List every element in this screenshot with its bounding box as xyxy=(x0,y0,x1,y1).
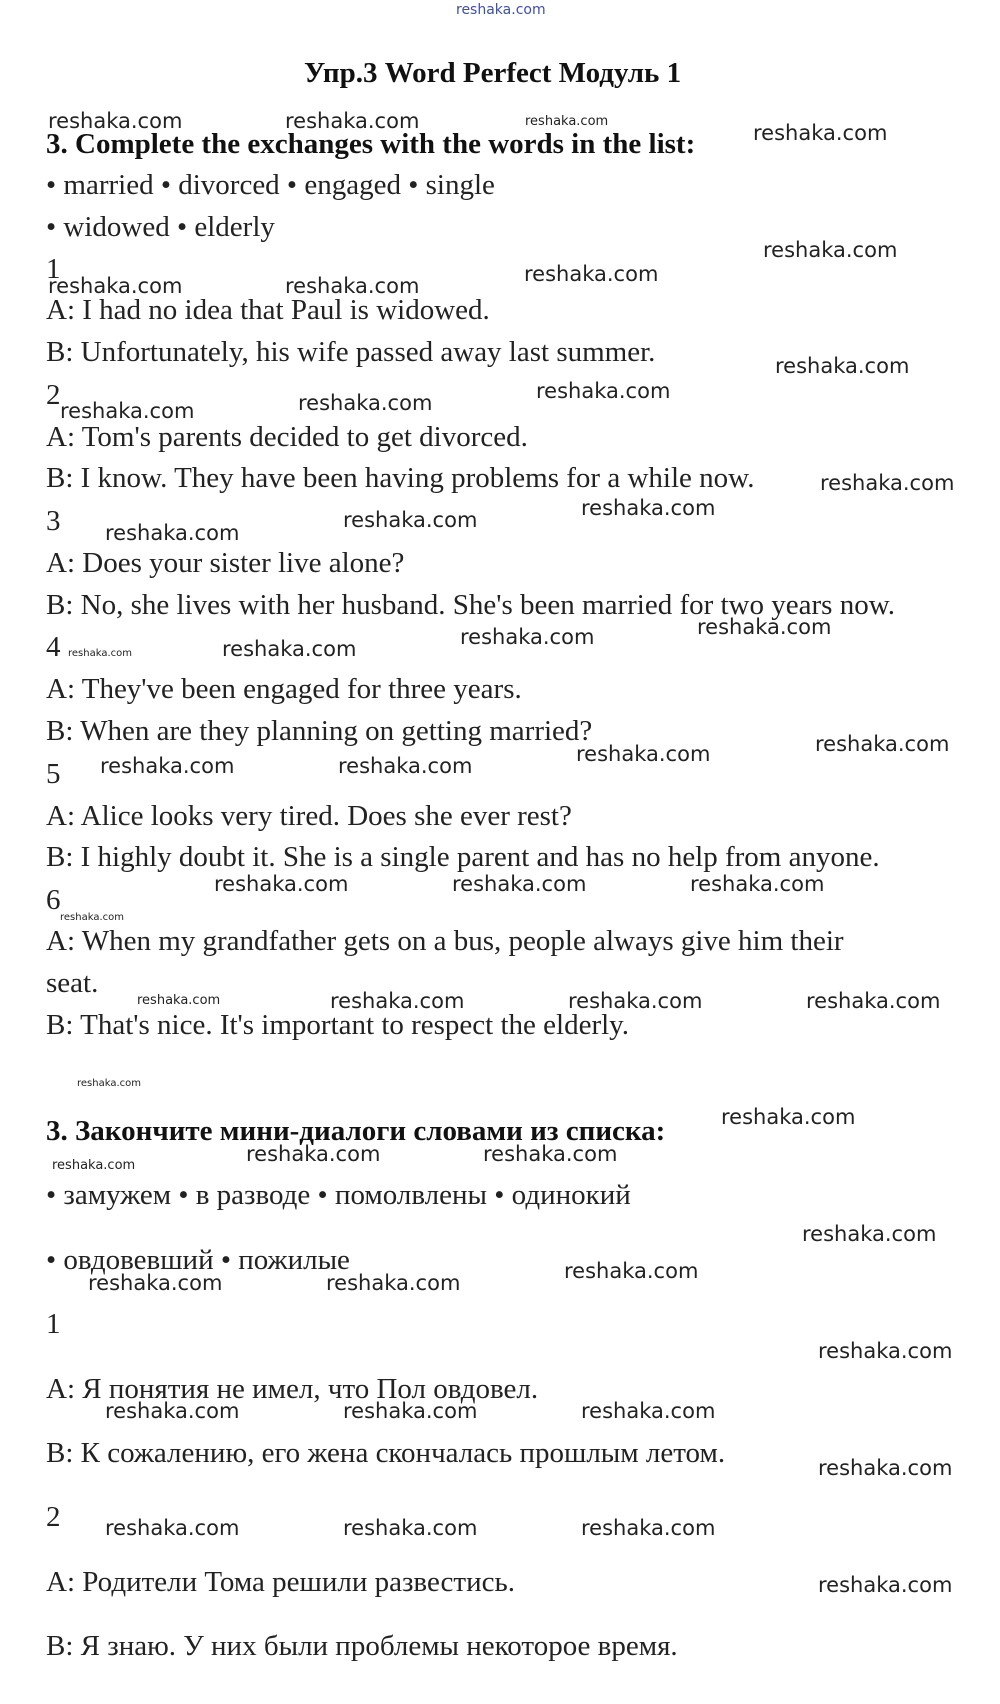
exchange-number: 4 xyxy=(46,631,61,663)
dialogue-line: A: I had no idea that Paul is widowed. xyxy=(46,294,490,326)
dialogue-line: В: Я знаю. У них были проблемы некоторое время. xyxy=(46,1630,678,1662)
watermark: reshaka.com xyxy=(581,1399,716,1423)
exchange-number: 1 xyxy=(46,1308,61,1340)
watermark: reshaka.com xyxy=(48,274,183,298)
watermark: reshaka.com xyxy=(456,2,546,18)
dialogue-line: A: Does your sister live alone? xyxy=(46,547,405,579)
watermark: reshaka.com xyxy=(246,1142,381,1166)
watermark: reshaka.com xyxy=(60,912,124,923)
watermark: reshaka.com xyxy=(568,989,703,1013)
watermark: reshaka.com xyxy=(343,1399,478,1423)
watermark: reshaka.com xyxy=(721,1105,856,1129)
exchange-number: 3 xyxy=(46,505,61,537)
dialogue-line: seat. xyxy=(46,967,99,999)
watermark: reshaka.com xyxy=(452,872,587,896)
dialogue-line: B: No, she lives with her husband. She's been married for two years now. xyxy=(46,589,896,621)
watermark: reshaka.com xyxy=(460,625,595,649)
dialogue-line: B: When are they planning on getting married? xyxy=(46,715,593,747)
watermark: reshaka.com xyxy=(536,379,671,403)
watermark: reshaka.com xyxy=(330,989,465,1013)
watermark: reshaka.com xyxy=(753,121,888,145)
watermark: reshaka.com xyxy=(338,754,473,778)
watermark: reshaka.com xyxy=(298,391,433,415)
watermark: reshaka.com xyxy=(576,742,711,766)
watermark: reshaka.com xyxy=(105,1516,240,1540)
watermark: reshaka.com xyxy=(525,114,609,129)
watermark: reshaka.com xyxy=(343,508,478,532)
dialogue-line: B: I know. They have been having problems for a while now. xyxy=(46,462,755,494)
watermark: reshaka.com xyxy=(806,989,941,1013)
exchange-number: 6 xyxy=(46,884,61,916)
watermark: reshaka.com xyxy=(52,1158,136,1173)
word-list-line: • widowed • elderly xyxy=(46,211,275,243)
watermark: reshaka.com xyxy=(285,109,420,133)
exchange-number: 5 xyxy=(46,758,61,790)
watermark: reshaka.com xyxy=(818,1339,953,1363)
watermark: reshaka.com xyxy=(697,615,832,639)
watermark: reshaka.com xyxy=(137,993,221,1008)
dialogue-line: A: They've been engaged for three years. xyxy=(46,673,522,705)
watermark: reshaka.com xyxy=(214,872,349,896)
watermark: reshaka.com xyxy=(100,754,235,778)
dialogue-line: А: Родители Тома решили развестись. xyxy=(46,1566,515,1598)
watermark: reshaka.com xyxy=(77,1078,141,1089)
word-list-line: • овдовевший • пожилые xyxy=(46,1244,350,1276)
watermark: reshaka.com xyxy=(564,1259,699,1283)
exchange-number: 2 xyxy=(46,1501,61,1533)
dialogue-line: B: Unfortunately, his wife passed away last summer. xyxy=(46,336,656,368)
watermark: reshaka.com xyxy=(581,496,716,520)
watermark: reshaka.com xyxy=(88,1271,223,1295)
watermark: reshaka.com xyxy=(326,1271,461,1295)
watermark: reshaka.com xyxy=(818,1573,953,1597)
dialogue-line: A: Alice looks very tired. Does she ever rest? xyxy=(46,800,572,832)
exchange-number: 1 xyxy=(46,253,61,285)
watermark: reshaka.com xyxy=(285,274,420,298)
watermark: reshaka.com xyxy=(60,399,195,423)
watermark: reshaka.com xyxy=(524,262,659,286)
watermark: reshaka.com xyxy=(690,872,825,896)
watermark: reshaka.com xyxy=(48,109,183,133)
watermark: reshaka.com xyxy=(105,1399,240,1423)
watermark: reshaka.com xyxy=(815,732,950,756)
watermark: reshaka.com xyxy=(105,521,240,545)
dialogue-line: B: I highly doubt it. She is a single parent and has no help from anyone. xyxy=(46,841,880,873)
watermark: reshaka.com xyxy=(343,1516,478,1540)
word-list-line: • замужем • в разводе • помолвлены • одинокий xyxy=(46,1179,631,1211)
watermark: reshaka.com xyxy=(483,1142,618,1166)
dialogue-line: A: Tom's parents decided to get divorced. xyxy=(46,421,528,453)
watermark: reshaka.com xyxy=(68,648,132,659)
watermark: reshaka.com xyxy=(581,1516,716,1540)
dialogue-line: B: That's nice. It's important to respect the elderly. xyxy=(46,1009,630,1041)
watermark: reshaka.com xyxy=(802,1222,937,1246)
word-list-line: • married • divorced • engaged • single xyxy=(46,169,495,201)
section-heading-english: 3. Complete the exchanges with the words in the list: xyxy=(46,128,696,160)
dialogue-line: A: When my grandfather gets on a bus, people always give him their xyxy=(46,925,844,957)
section-heading-russian: 3. Закончите мини-диалоги словами из списка: xyxy=(46,1115,666,1147)
watermark: reshaka.com xyxy=(222,637,357,661)
page-title: Упр.3 Word Perfect Модуль 1 xyxy=(304,57,682,89)
watermark: reshaka.com xyxy=(775,354,910,378)
exchange-number: 2 xyxy=(46,379,61,411)
dialogue-line: А: Я понятия не имел, что Пол овдовел. xyxy=(46,1373,539,1405)
watermark: reshaka.com xyxy=(820,471,955,495)
watermark: reshaka.com xyxy=(818,1456,953,1480)
watermark: reshaka.com xyxy=(763,238,898,262)
dialogue-line: В: К сожалению, его жена скончалась прошлым летом. xyxy=(46,1437,726,1469)
